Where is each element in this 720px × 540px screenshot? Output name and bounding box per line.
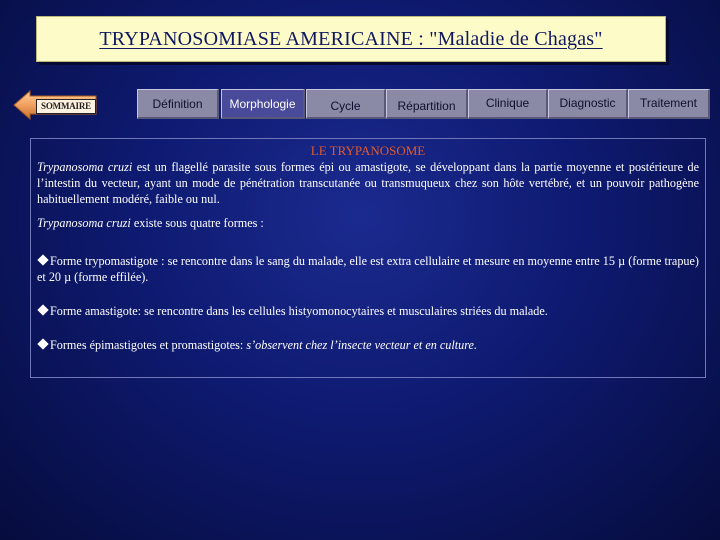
tab-morphologie[interactable] (221, 89, 305, 119)
tab-label: Répartition (397, 98, 456, 113)
list-item (37, 337, 699, 353)
diamond-bullet-icon (37, 254, 48, 265)
intro-text: est un flagellé parasite sous formes épi ou amastigote, se développant dans la partie moyenne et postérieure de l’intestin du vecteur, ayant un mode de pénétration transcutanée ou transmuqueux chez son hôte vertébré, et un pouvoir pathogène habituellement modéré, faible ou nul. (37, 160, 699, 206)
bullet-text: : se rencontre dans les cellules histyomonocytaires et musculaires striées du malade. (137, 304, 548, 318)
diamond-bullet-icon (37, 338, 48, 349)
forms-text: existe sous quatre formes : (130, 216, 264, 230)
sommaire-label: SOMMAIRE (36, 99, 96, 114)
tab-label: Cycle (330, 98, 361, 113)
list-item (37, 253, 699, 285)
tab-traitement[interactable] (628, 89, 710, 119)
tab-label: Clinique (485, 96, 530, 110)
bullet-label: Forme trypomastigote : (50, 254, 165, 268)
tab-definition[interactable] (137, 89, 219, 119)
intro-paragraph (37, 159, 699, 207)
list-item (37, 303, 699, 319)
diamond-bullet-icon (37, 304, 48, 315)
tab-repartition[interactable] (386, 89, 468, 119)
bullet-label: Formes épimastigotes et promastigotes: (50, 338, 244, 352)
bullet-text: s’observent chez l’insecte vecteur et en culture. (243, 338, 478, 352)
tab-label: Traitement (640, 96, 697, 110)
tab-cycle[interactable] (306, 89, 386, 119)
tab-diagnostic[interactable] (548, 89, 628, 119)
tab-label: Définition (152, 96, 203, 111)
bullet-label: Forme amastigote (50, 304, 138, 318)
species-name: Trypanosoma cruzi (37, 160, 133, 174)
content-panel (30, 138, 706, 378)
bullet-text: se rencontre dans le sang du malade, elle est extra cellulaire et mesure en moyenne entre 15 µ (forme trapue) et 20 µ (forme effilée). (37, 254, 699, 284)
page-title: TRYPANOSOMIASE AMERICAINE : "Maladie de Chagas" (99, 27, 603, 50)
section-heading: LE TRYPANOSOME (310, 143, 426, 158)
title-banner (36, 16, 666, 62)
tab-clinique[interactable] (468, 89, 548, 119)
tab-label: Diagnostic (559, 96, 616, 110)
forms-paragraph (37, 215, 699, 231)
species-name: Trypanosoma cruzi (37, 216, 131, 230)
tab-label: Morphologie (229, 96, 296, 111)
sommaire-button[interactable] (12, 90, 98, 120)
